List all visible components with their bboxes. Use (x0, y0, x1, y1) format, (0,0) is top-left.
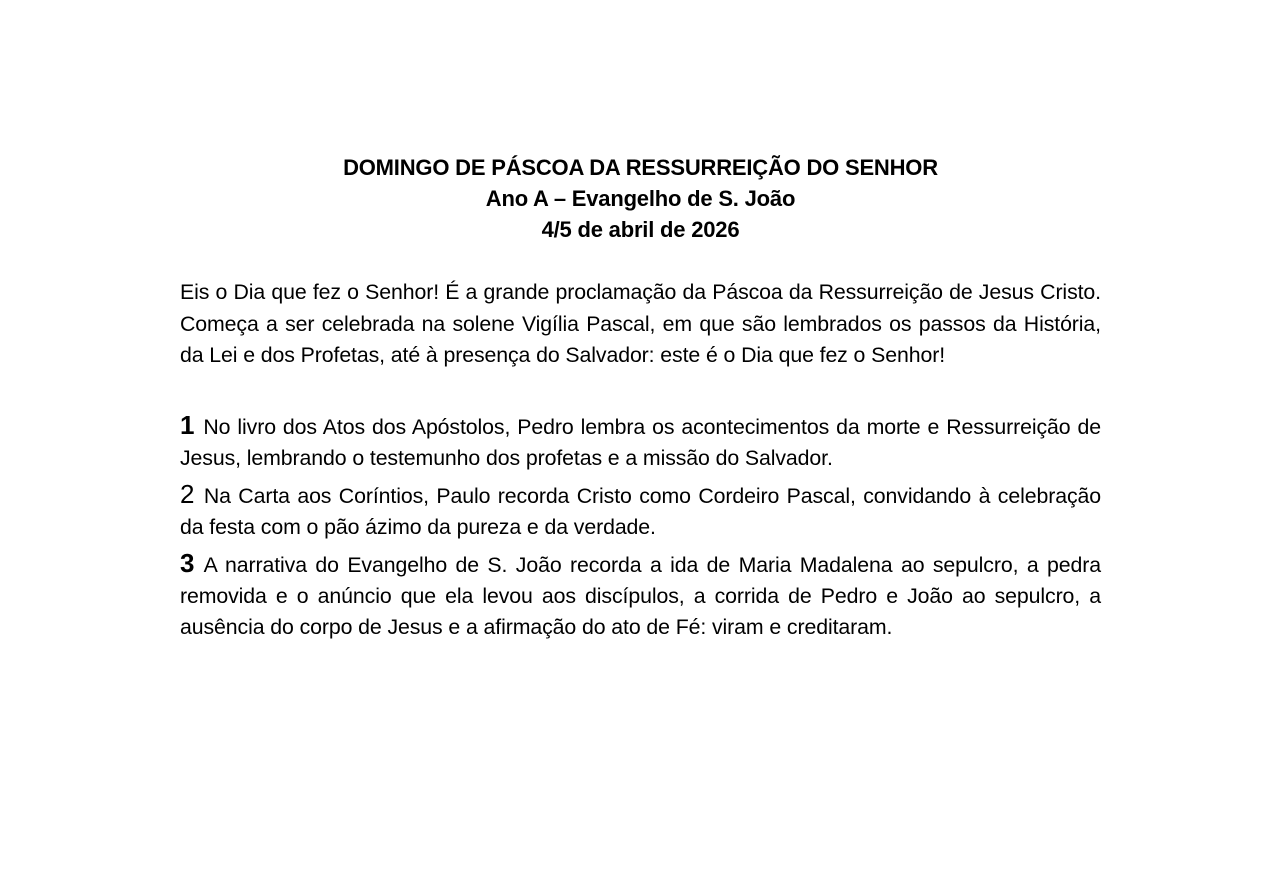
page-title: DOMINGO DE PÁSCOA DA RESSURREIÇÃO DO SENHOR (343, 155, 938, 180)
reading-item-2 (180, 479, 1101, 543)
reading-item-1 (180, 410, 1101, 474)
reading-text-2: Na Carta aos Coríntios, Paulo recorda Cristo como Cordeiro Pascal, convidando à celebração da festa com o pão ázimo da pureza e da verdade. (180, 483, 1101, 539)
reading-number-1: 1 (180, 409, 195, 440)
reading-item-3 (180, 548, 1101, 643)
document-header (180, 152, 1101, 245)
intro-paragraph: Eis o Dia que fez o Senhor! É a grande proclamação da Páscoa da Ressurreição de Jesus Cristo. Começa a ser celebrada na solene Vigília Pascal, em que são lembrados os passos da História, da Lei e dos Profetas, até à presença do Salvador: este é o Dia que fez o Senhor! (180, 280, 1101, 367)
reading-number-3: 3 (180, 547, 195, 578)
reading-number-2: 2 (180, 478, 195, 509)
reading-text-3: A narrativa do Evangelho de S. João recorda a ida de Maria Madalena ao sepulcro, a pedra removida e o anúncio que ela levou aos discípulos, a corrida de Pedro e João ao sepulcro, a ausência do corpo de Jesus e a afirmação do ato de Fé: viram e creditaram. (180, 552, 1101, 639)
reading-text-1: No livro dos Atos dos Apóstolos, Pedro lembra os acontecimentos da morte e Ressurreição de Jesus, lembrando o testemunho dos profetas e a missão do Salvador. (180, 414, 1101, 470)
readings-list (180, 410, 1101, 643)
page-date: 4/5 de abril de 2026 (541, 217, 740, 242)
document-page (180, 152, 1101, 648)
page-subtitle: Ano A – Evangelho de S. João (485, 186, 796, 211)
